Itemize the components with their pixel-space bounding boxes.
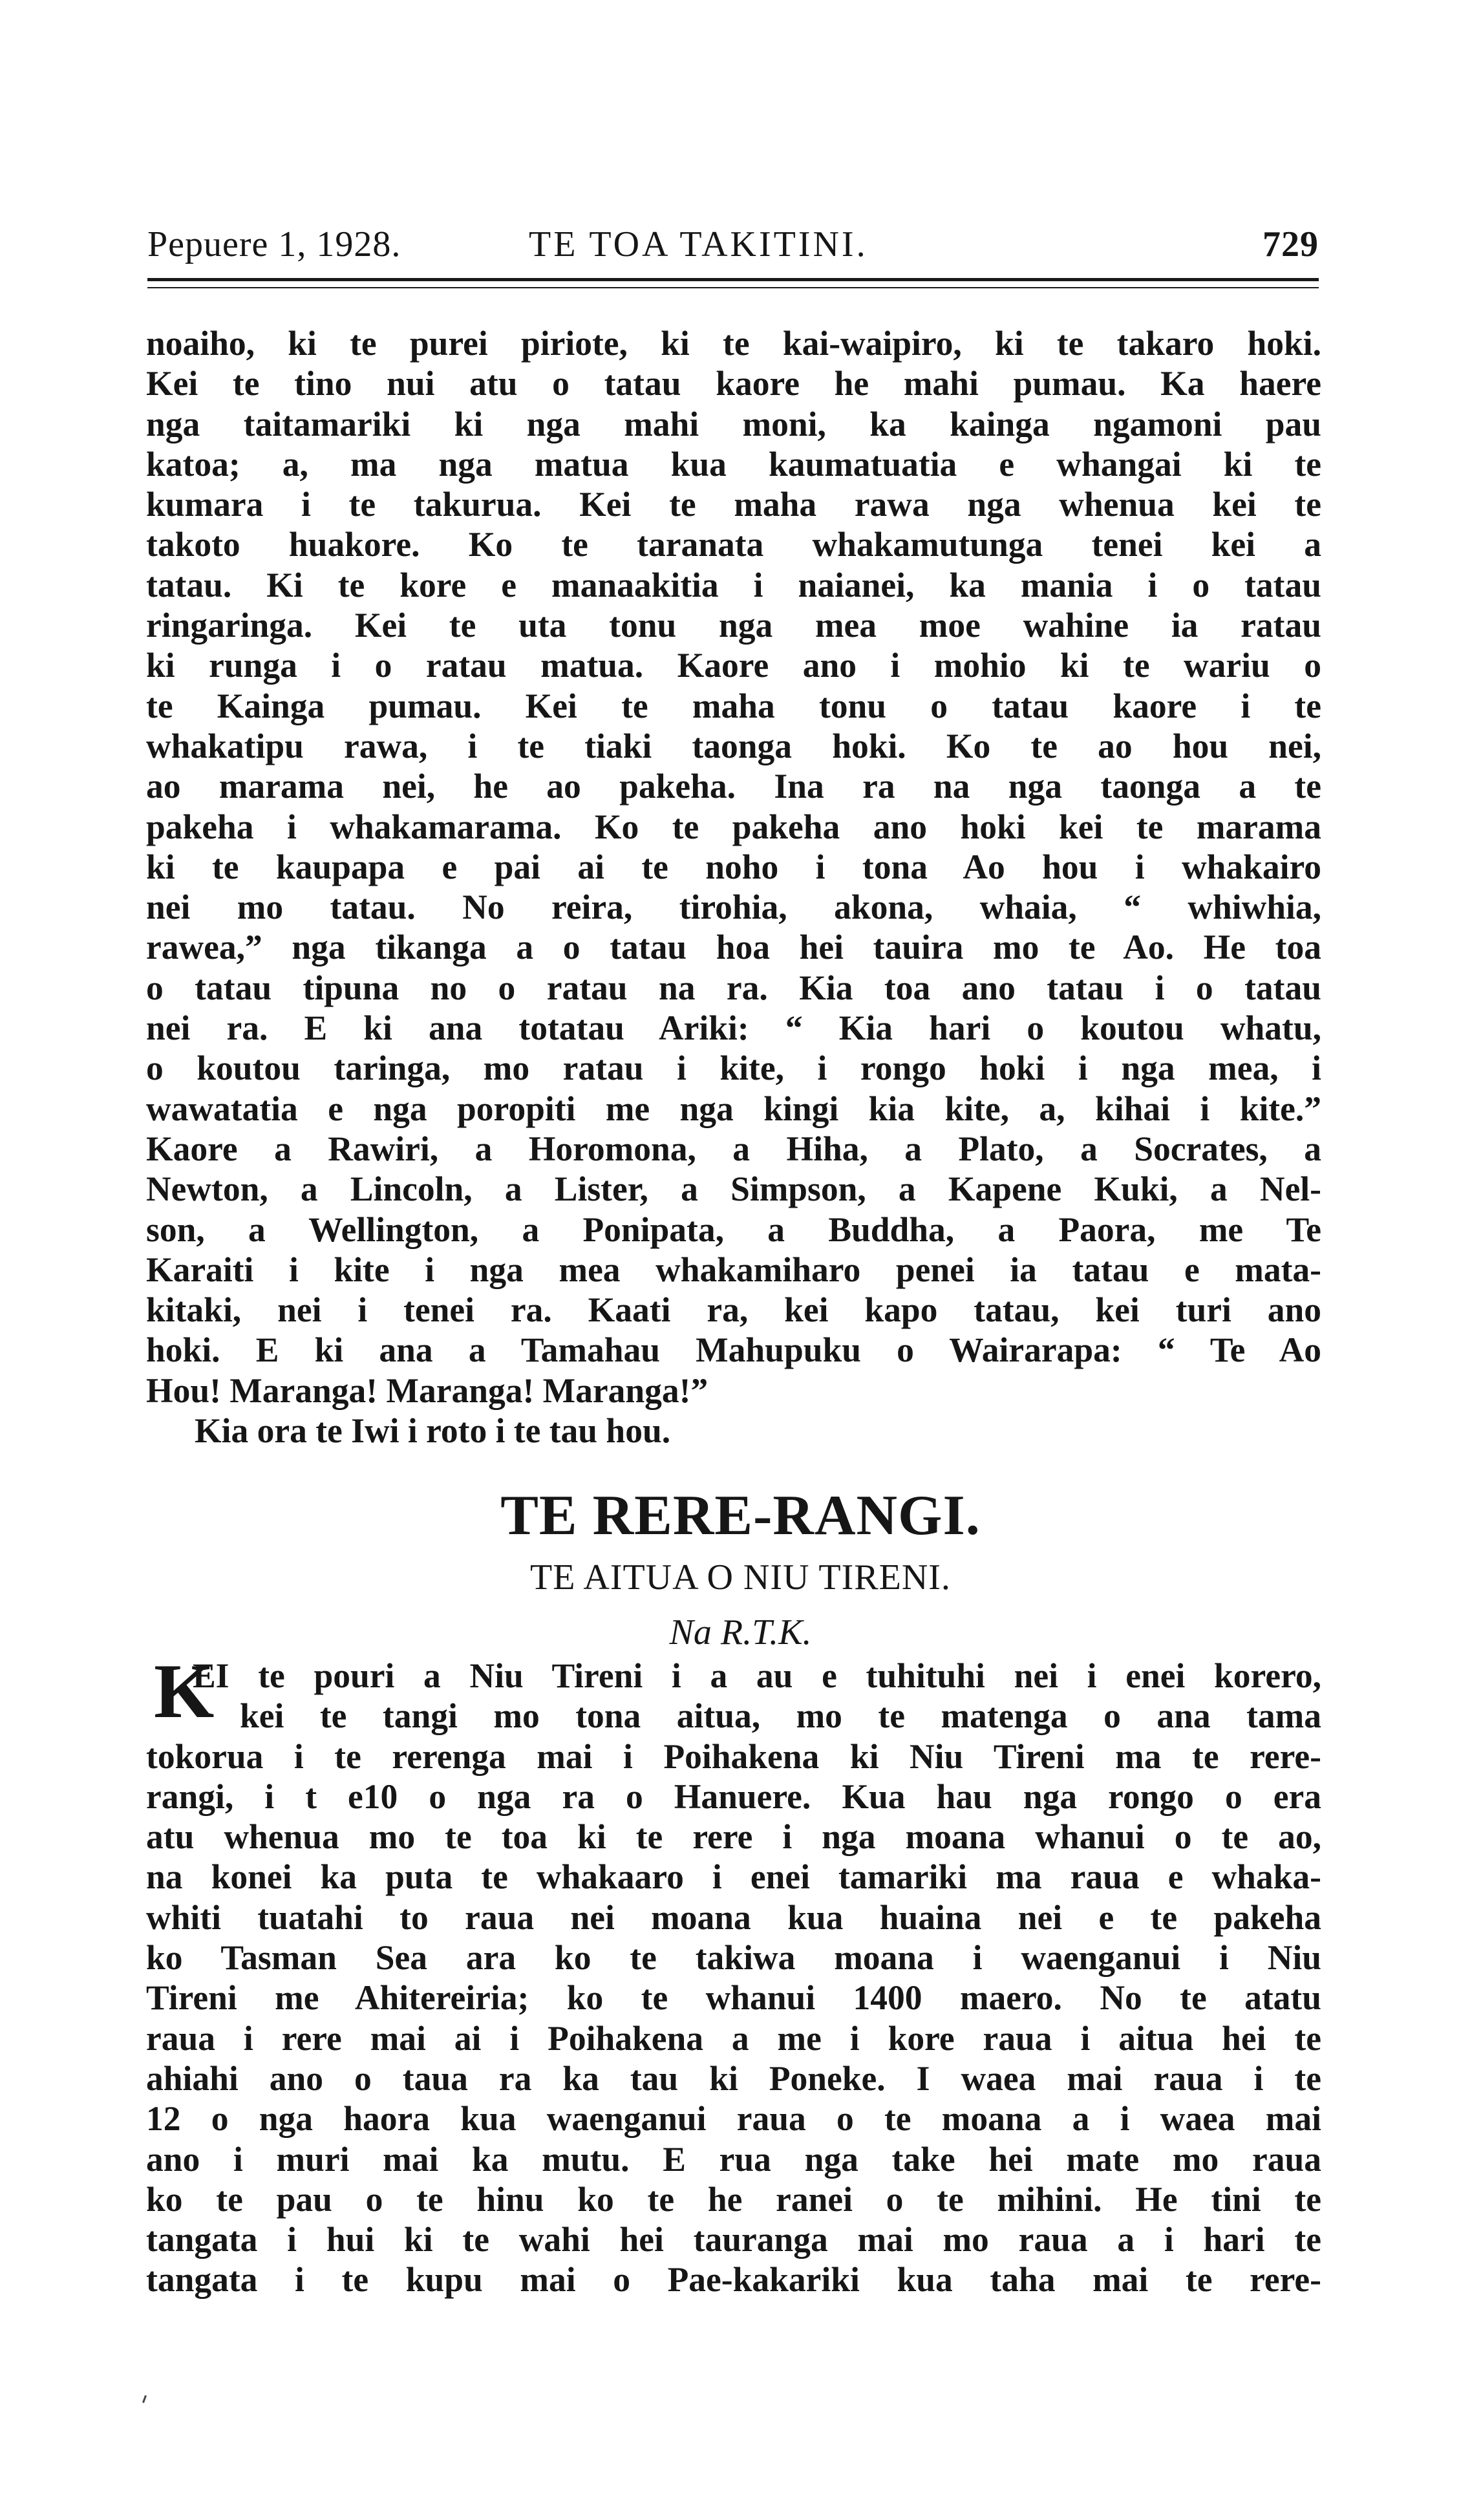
page-number: 729 (1263, 224, 1319, 264)
text-line: nga taitamariki ki nga mahi moni, ka kainga ngamoni pau (146, 404, 1321, 443)
drop-cap: K (154, 1648, 215, 1734)
text-line: kei te tangi mo tona aitua, mo te matenga o ana tama (240, 1696, 1321, 1736)
article-first-line: EI te pouri a Niu Tireni i a au e tuhituhi nei i enei korero, (193, 1656, 1321, 1695)
text-line: ko Tasman Sea ara ko te takiwa moana i waenganui i Niu (146, 1938, 1321, 1978)
continued-text-block (146, 323, 1321, 1451)
text-line: te Kainga pumau. Kei te maha tonu o tatau kaore i te (146, 686, 1321, 725)
text-line: raua i rere mai ai i Poihakena a me i kore raua i aitua hei te (146, 2018, 1321, 2058)
text-line: ringaringa. Kei te uta tonu nga mea moe wahine ia ratau (146, 606, 1321, 645)
text-line: kitaki, nei i tenei ra. Kaati ra, kei kapo tatau, kei turi ano (146, 1290, 1321, 1330)
text-line: 12 o nga haora kua waenganui raua o te moana a i waea mai (146, 2099, 1321, 2139)
text-line: tatau. Ki te kore e manaakitia i naianei, ka mania i o tatau (146, 565, 1321, 604)
article-body (146, 1656, 1321, 2300)
text-line: ano i muri mai ka mutu. E rua nga take hei mate mo raua (146, 2139, 1321, 2179)
article-title: TE RERE-RANGI. (500, 1484, 981, 1547)
text-line: takoto huakore. Ko te taranata whakamutunga tenei kei a (146, 525, 1321, 564)
text-line: whakatipu rawa, i te tiaki taonga hoki. Ko te ao hou nei, (146, 726, 1321, 765)
text-line: na konei ka puta te whakaaro i enei tamariki ma raua e whaka- (146, 1857, 1321, 1897)
text-line: tangata i te kupu mai o Pae-kakariki kua taha mai te rere- (146, 2260, 1321, 2300)
print-speck (142, 2395, 147, 2403)
text-line: kumara i te takurua. Kei te maha rawa nga whenua kei te (146, 485, 1321, 524)
text-line: atu whenua mo te toa ki te rere i nga moana whanui o te ao, (146, 1817, 1321, 1857)
text-line: Newton, a Lincoln, a Lister, a Simpson, a Kapene Kuki, a Nel- (146, 1169, 1321, 1209)
text-line: Kaore a Rawiri, a Horomona, a Hiha, a Plato, a Socrates, a (146, 1129, 1321, 1168)
text-line: ahiahi ano o taua ra ka tau ki Poneke. I waea mai raua i te (146, 2058, 1321, 2098)
text-line: ki runga i o ratau matua. Kaore ano i mohio ki te wariu o (146, 646, 1321, 685)
text-line: tokorua i te rerenga mai i Poihakena ki Niu Tireni ma te rere- (146, 1736, 1321, 1776)
text-line: nei ra. E ki ana totatau Ariki: “ Kia hari o koutou whatu, (146, 1009, 1321, 1048)
text-line: Kei te tino nui atu o tatau kaore he mahi pumau. Ka haere (146, 364, 1321, 403)
text-line: Hou! Maranga! Maranga! Maranga!” (146, 1371, 709, 1410)
text-line: Tireni me Ahitereiria; ko te whanui 1400 maero. No te atatu (146, 1978, 1321, 2018)
text-line: o tatau tipuna no o ratau na ra. Kia toa ano tatau i o tatau (146, 968, 1321, 1007)
text-line: nei mo tatau. No reira, tirohia, akona, whaia, “ whiwhia, (146, 888, 1321, 927)
text-line: tangata i hui ki te wahi hei tauranga mai mo raua a i hari te (146, 2220, 1321, 2259)
text-line: katoa; a, ma nga matua kua kaumatuatia e whangai ki te (146, 444, 1321, 484)
running-header (147, 219, 1319, 270)
text-line: o koutou taringa, mo ratau i kite, i rongo hoki i nga mea, i (146, 1049, 1321, 1088)
article-byline: Na R.T.K. (669, 1612, 812, 1652)
text-line: wawatatia e nga poropiti me nga kingi kia kite, a, kihai i kite.” (146, 1089, 1321, 1128)
text-line: ao marama nei, he ao pakeha. Ina ra na nga taonga a te (146, 767, 1321, 806)
text-line: pakeha i whakamarama. Ko te pakeha ano hoki kei te marama (146, 807, 1321, 846)
header-publication-title: TE TOA TAKITINI. (529, 224, 868, 264)
header-date: Pepuere 1, 1928. (147, 224, 401, 264)
text-line: Karaiti i kite i nga mea whakamiharo penei ia tatau e mata- (146, 1250, 1321, 1289)
header-rule-thick (147, 278, 1319, 281)
text-line: hoki. E ki ana a Tamahau Mahupuku o Wairarapa: “ Te Ao (146, 1330, 1321, 1370)
text-line: noaiho, ki te purei piriote, ki te kai-waipiro, ki te takaro hoki. (146, 324, 1321, 363)
text-line: rangi, i t e10 o nga ra o Hanuere. Kua hau nga rongo o era (146, 1777, 1321, 1816)
text-line: rawea,” nga tikanga a o tatau hoa hei tauira mo te Ao. He toa (146, 928, 1321, 967)
closing-line: Kia ora te Iwi i roto i te tau hou. (195, 1411, 671, 1451)
text-line: whiti tuatahi to raua nei moana kua huaina nei e te pakeha (146, 1897, 1321, 1937)
article-subtitle: TE AITUA O NIU TIRENI. (530, 1557, 951, 1597)
header-rule-thin (147, 287, 1319, 288)
text-line: son, a Wellington, a Ponipata, a Buddha, a Paora, me Te (146, 1210, 1321, 1249)
text-line: ki te kaupapa e pai ai te noho i tona Ao hou i whakairo (146, 847, 1321, 886)
text-line: ko te pau o te hinu ko te he ranei o te mihini. He tini te (146, 2179, 1321, 2219)
